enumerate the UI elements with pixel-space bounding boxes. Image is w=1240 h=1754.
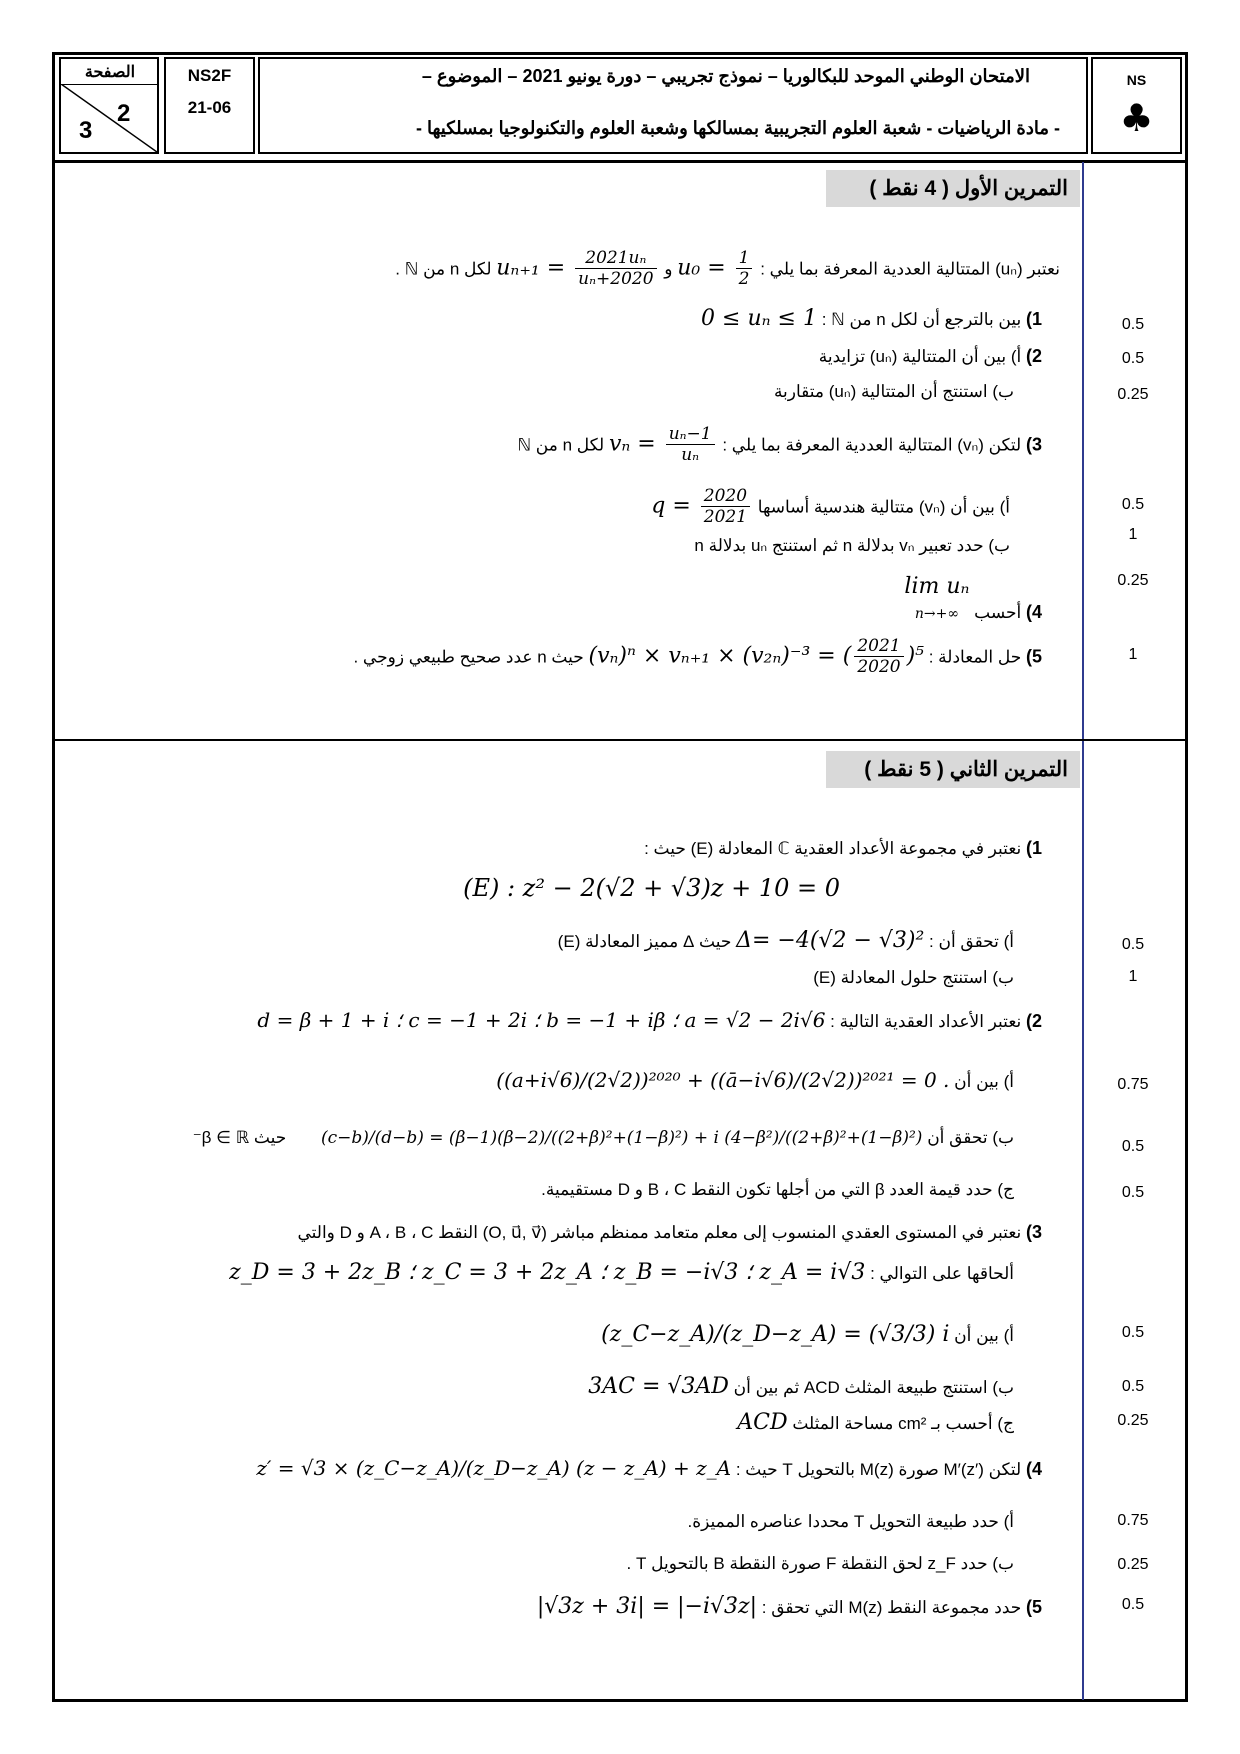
ex1-q1-num: 1) (1025, 309, 1042, 329)
ex2-q3c-math: ACD (737, 1410, 788, 1435)
ex2-q2 (257, 1008, 1042, 1032)
points-e1-6: 1 (1128, 646, 1138, 663)
ex1-q4-num: 4) (1025, 602, 1042, 622)
ex2-q2a (496, 1068, 1014, 1092)
ex2-q3 (297, 1222, 1042, 1243)
ex1-intro-text: نعتبر (uₙ) المتتالية العددية المعرفة بما يلي : (760, 259, 1060, 279)
exam-title: الامتحان الوطني الموحد للبكالوريا – نموذج تجريبي – دورة يونيو 2021 – الموضوع – (421, 66, 1030, 86)
ns-label: NS (1126, 72, 1147, 88)
ex2-q3a-text: أ) بين أن (954, 1326, 1014, 1345)
ex1-recurrence: uₙ₊₁ = $\frac{\text{2021uₙ}}{\text{uₙ+2020}}$ (496, 248, 659, 289)
ex2-q1-num: 1) (1025, 838, 1042, 858)
ex2-q3-text: نعتبر في المستوى العقدي المنسوب إلى معلم متعامد ممنظم مباشر (O, u⃗, v⃗) النقط A ، B ، C و D والتي (297, 1223, 1022, 1242)
ex1-q2b (774, 382, 1014, 402)
ex2-q2-num: 2) (1025, 1011, 1042, 1031)
ex2-q2a-math: ((a+i√6)/(2√2))²⁰²⁰ + ((ā−i√6)/(2√2))²⁰²¹ = 0 . (496, 1068, 950, 1092)
ex2-q4-num: 4) (1025, 1459, 1042, 1479)
score-column-rule (1082, 162, 1084, 1700)
q-den: 2021 (703, 507, 748, 527)
ex1-q3-num: 3) (1025, 434, 1042, 455)
points-e2-2: 0.75 (1117, 1076, 1149, 1093)
points-e2-3: 0.5 (1121, 1138, 1145, 1155)
ex1-ratio: q = $\frac{2020}{2021}$ (651, 486, 753, 527)
page-cell-diagonal (61, 84, 157, 152)
u0-den: 2 (738, 269, 750, 289)
ex1-u0: u₀ = $\frac{1}{2}$ (677, 248, 755, 289)
v-den: uₙ (681, 445, 700, 465)
ex1-q2a-text: أ) بين أن المتتالية (uₙ) تزايدية (818, 347, 1022, 366)
ex2-q2-text: نعتبر الأعداد العقدية التالية : (830, 1012, 1022, 1031)
header-bottom-rule (52, 160, 1188, 163)
ex1-q3a-text: أ) بين أن (vₙ) متتالية هندسية أساسها (757, 497, 1010, 517)
ex2-q3-math: z_D = 3 + 2z_B ؛ z_C = 3 + 2z_A ؛ z_B = −i√3 ؛ z_A = i√3 (229, 1260, 866, 1285)
ex1-q3 (517, 424, 1042, 465)
ex1-q4 (904, 574, 1042, 624)
ex1-intro (395, 248, 1060, 289)
ex2-q5-math: |√3z + 3i| = |−i√3z| (536, 1594, 758, 1619)
rec-den: uₙ+2020 (578, 269, 654, 289)
ex2-q3c (737, 1410, 1014, 1435)
ex1-q5-equation: (vₙ)ⁿ × vₙ₊₁ × (v₂ₙ)⁻³ = ( $\frac{2021}{2020}$ )⁵ (588, 636, 924, 677)
points-e2-0: 0.5 (1121, 936, 1145, 953)
ex2-q3a (601, 1322, 1014, 1347)
q5-frac-num: 2021 (854, 636, 903, 657)
page-current: 2 (117, 100, 131, 127)
club-icon: ♣ (1119, 96, 1154, 140)
page-total: 3 (79, 117, 93, 144)
u0-num: 1 (736, 248, 753, 269)
ex2-q3c-text: ج) أحسب بـ cm² مساحة المثلث (792, 1414, 1014, 1433)
exercise2-title: التمرين الثاني ( 5 نقط ) (826, 751, 1080, 788)
points-e2-1: 1 (1128, 968, 1138, 985)
ex1-q1-text: بين بالترجع أن لكل n من ℕ : (821, 310, 1022, 329)
ex2-q1-equation (463, 874, 840, 902)
ex2-q2b-tail: حيث β ∈ ℝ⁻ (192, 1128, 287, 1147)
ex2-q1a-math: Δ= −4(√2 − √3)² (736, 928, 925, 953)
ex2-q5-text: حدد مجموعة النقط M(z) التي تحقق : (761, 1598, 1022, 1617)
ex1-q4-sub: n→+∞ (914, 606, 959, 622)
ex1-q5-num: 5) (1025, 646, 1042, 667)
ex1-and: و (664, 259, 673, 279)
ex2-q1a (558, 928, 1014, 953)
ex2-q2b-math: (c−b)/(d−b) = (β−1)(β−2)/((2+β)²+(1−β)²) + i (4−β²)/((2+β)²+(1−β)²) (320, 1128, 923, 1148)
ex2-q1-eq: (E) : z² − 2(√2 + √3)z + 10 = 0 (463, 874, 840, 902)
ex1-q1 (701, 306, 1042, 331)
points-e2-8: 0.75 (1117, 1512, 1149, 1529)
exercise-separator (52, 739, 1188, 741)
ex1-q5-text: حل المعادلة : (928, 647, 1022, 667)
ex2-q3b-math: 3AC = √3AD (588, 1374, 729, 1399)
ex2-q2c (541, 1180, 1014, 1200)
rec-num: 2021uₙ (575, 248, 656, 269)
ex1-q3-text: لتكن (vₙ) المتتالية العددية المعرفة بما يلي : (722, 435, 1022, 455)
ex2-q4a-text: أ) حدد طبيعة التحويل T محددا عناصره المميزة. (687, 1512, 1014, 1531)
ex2-q2-math: d = β + 1 + i ؛ c = −1 + 2i ؛ b = −1 + iβ ؛ a = √2 − 2i√6 (257, 1008, 826, 1032)
ex2-q5 (537, 1594, 1042, 1619)
ex1-q4-text: أحسب (974, 603, 1022, 622)
ex2-q1-text: نعتبر في مجموعة الأعداد العقدية ℂ المعادلة (E) حيث : (644, 839, 1022, 858)
ex2-q3a-math: (z_C−z_A)/(z_D−z_A) = (√3/3) i (601, 1322, 950, 1347)
points-e2-5: 0.5 (1121, 1324, 1145, 1341)
v-num: uₙ−1 (666, 424, 715, 445)
page-cell-divider (61, 84, 157, 85)
ex1-q4-math: lim uₙ (904, 574, 970, 599)
points-e1-0: 0.5 (1121, 316, 1145, 333)
q5-frac-den: 2020 (857, 657, 901, 677)
ex2-q3b-text: ب) استنتج طبيعة المثلث ACD ثم بين أن (733, 1378, 1014, 1397)
points-e2-4: 0.5 (1121, 1184, 1145, 1201)
ex2-q4b (627, 1554, 1014, 1574)
ex2-q1a-tail: حيث Δ مميز المعادلة (E) (557, 932, 732, 951)
page-label: الصفحة (84, 64, 136, 81)
ex1-q1-math: 0 ≤ uₙ ≤ 1 (701, 306, 817, 331)
ex2-q3-text2: ألحاقها على التوالي : (870, 1264, 1014, 1283)
session-code: 21-06 (187, 98, 232, 117)
points-e1-2: 0.25 (1117, 386, 1149, 403)
ex1-v-def: vₙ = $\frac{\text{uₙ−1}}{\text{uₙ}}$ (609, 424, 718, 465)
ex1-q3-cond: لكل n من ℕ (517, 435, 605, 455)
points-e2-7: 0.25 (1117, 1412, 1149, 1429)
ex2-q1b (813, 968, 1014, 988)
ex2-q2b-text: ب) تحقق أن (927, 1128, 1014, 1147)
ex2-q2a-text: أ) بين أن (954, 1072, 1014, 1091)
ex1-q4-limit (904, 574, 969, 624)
ex1-q2b-text: ب) استنتج أن المتتالية (uₙ) متقاربة (773, 382, 1014, 401)
subject-line: - مادة الرياضيات - شعبة العلوم التجريبية بمسالكها وشعبة العلوم والتكنولوجيا بمسلكيها - (415, 118, 1060, 138)
exercise1-title: التمرين الأول ( 4 نقط ) (826, 170, 1080, 207)
ex2-q4a (687, 1512, 1014, 1532)
points-e2-10: 0.5 (1121, 1596, 1145, 1613)
ex2-q5-num: 5) (1025, 1597, 1042, 1617)
ex1-q2a (819, 346, 1042, 367)
ex1-q2-num: 2) (1025, 346, 1042, 366)
ex2-q3-affixes (229, 1260, 1014, 1285)
ex1-q3b-text: ب) حدد تعبير vₙ بدلالة n ثم استنتج uₙ بدلالة n (694, 536, 1010, 555)
points-e1-4: 1 (1128, 526, 1138, 543)
ex1-q5-tail: حيث n عدد صحيح طبيعي زوجي . (353, 647, 584, 667)
points-e1-5: 0.25 (1117, 572, 1149, 589)
ex2-q2b (193, 1128, 1014, 1148)
ex2-q3b (588, 1374, 1014, 1399)
ex2-q2c-text: ج) حدد قيمة العدد β التي من أجلها تكون النقط B ، C و D مستقيمية. (541, 1180, 1014, 1199)
points-e2-9: 0.25 (1117, 1556, 1149, 1573)
ex2-q4b-text: ب) حدد z_F لحق النقطة F صورة النقطة B بالتحويل T . (626, 1554, 1014, 1573)
ex2-q1b-text: ب) استنتج حلول المعادلة (E) (813, 968, 1014, 987)
ex2-q1a-text: أ) تحقق أن : (929, 932, 1014, 951)
ex1-intro-cond: لكل n من ℕ . (395, 259, 492, 279)
points-e1-3: 0.5 (1121, 496, 1145, 513)
ex1-q5-math: (vₙ)ⁿ × vₙ₊₁ × (v₂ₙ)⁻³ = (588, 643, 836, 669)
ex2-q1 (644, 838, 1042, 859)
ex1-q3b (694, 536, 1010, 556)
ex2-q4-text: لتكن M′(z′) صورة M(z) بالتحويل T حيث : (735, 1460, 1022, 1479)
exam-code: NS2F (187, 66, 232, 85)
ex1-q5 (353, 636, 1042, 677)
ex1-q3a (651, 486, 1010, 527)
points-e1-1: 0.5 (1121, 350, 1145, 367)
ex2-q4 (256, 1456, 1042, 1480)
ex2-q3-num: 3) (1025, 1222, 1042, 1242)
q-num: 2020 (701, 486, 750, 507)
ex2-q4-math: z′ = √3 × (z_C−z_A)/(z_D−z_A) (z − z_A) + z_A (256, 1456, 732, 1480)
points-e2-6: 0.5 (1121, 1378, 1145, 1395)
